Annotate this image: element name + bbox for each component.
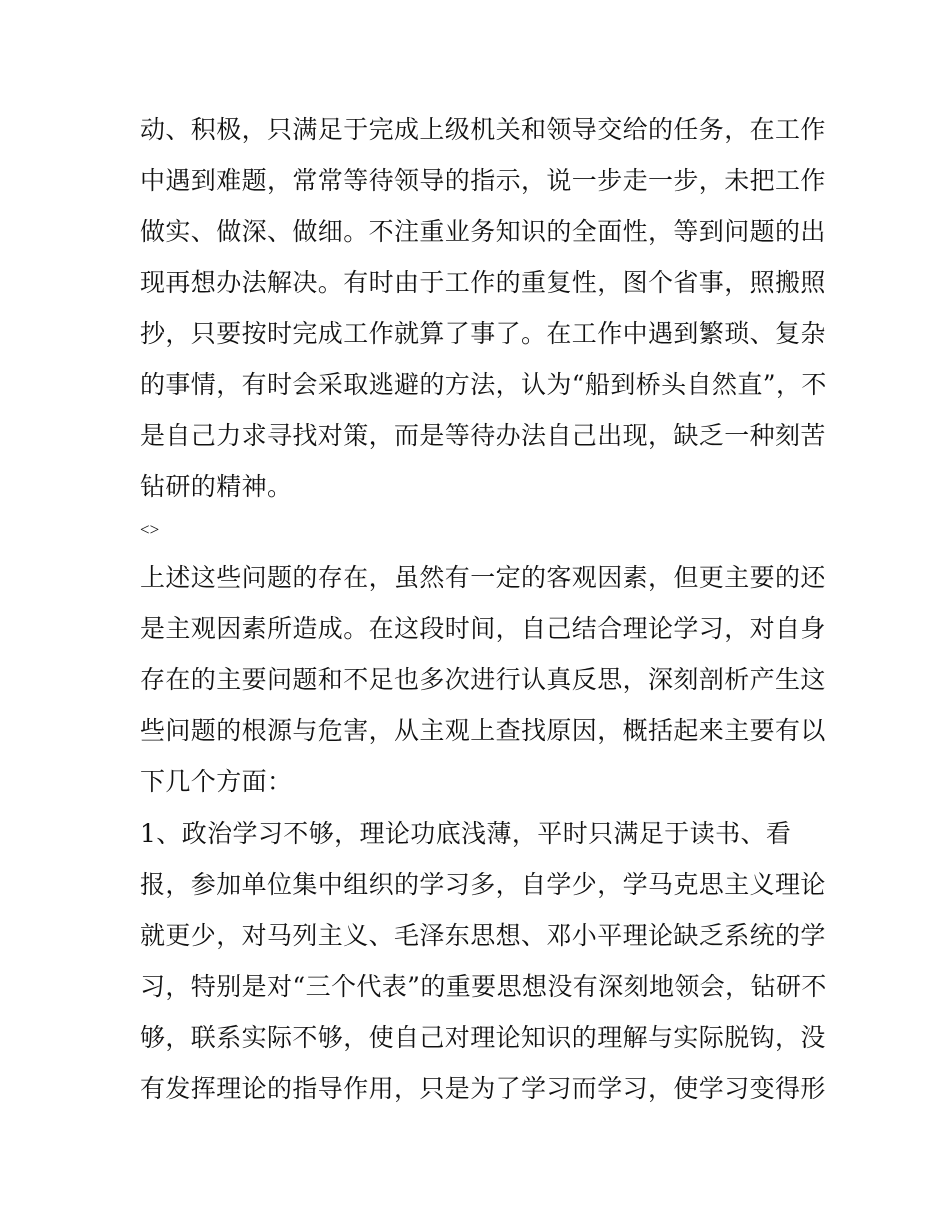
text-line: 现再想办法解决。有时由于工作的重复性，图个省事，照搬照: [140, 268, 826, 297]
text-line: 有发挥理论的指导作用，只是为了学习而学习，使学习变得形: [140, 1074, 826, 1103]
text-line: 钻研的精神。: [140, 472, 293, 501]
text-line: 习，特别是对“三个代表”的重要思想没有深刻地领会，钻研不: [140, 972, 827, 1001]
text-line: 是主观因素所造成。在这段时间，自己结合理论学习，对自身: [140, 614, 826, 643]
text-line: 就更少，对马列主义、毛泽东思想、邓小平理论缺乏系统的学: [140, 921, 826, 950]
text-line: 下几个方面：: [140, 767, 293, 796]
paragraph-point-1: [140, 808, 827, 1114]
text-line: 动、积极，只满足于完成上级机关和领导交给的任务，在工作: [140, 115, 826, 144]
text-line: 的事情，有时会采取逃避的方法，认为“船到桥头自然直”，不: [140, 370, 827, 399]
paragraph-cause-analysis: [140, 552, 826, 807]
section-marker: <>: [140, 520, 160, 539]
text-line: 中遇到难题，常常等待领导的指示，说一步走一步，未把工作: [140, 166, 826, 195]
text-line: 上述这些问题的存在，虽然有一定的客观因素，但更主要的还: [140, 563, 826, 592]
text-line: 1、政治学习不够，理论功底浅薄，平时只满足于读书、看: [140, 819, 792, 848]
text-line: 是自己力求寻找对策，而是等待办法自己出现，缺乏一种刻苦: [140, 421, 826, 450]
text-line: 些问题的根源与危害，从主观上查找原因，概括起来主要有以: [140, 716, 826, 745]
text-line: 抄，只要按时完成工作就算了事了。在工作中遇到繁琐、复杂: [140, 319, 826, 348]
paragraph-work-attitude: [140, 104, 827, 512]
text-line: 够，联系实际不够，使自己对理论知识的理解与实际脱钩，没: [140, 1023, 826, 1052]
text-line: 报，参加单位集中组织的学习多，自学少，学马克思主义理论: [140, 870, 826, 899]
text-line: 存在的主要问题和不足也多次进行认真反思，深刻剖析产生这: [140, 665, 826, 694]
text-line: 做实、做深、做细。不注重业务知识的全面性，等到问题的出: [140, 217, 826, 246]
